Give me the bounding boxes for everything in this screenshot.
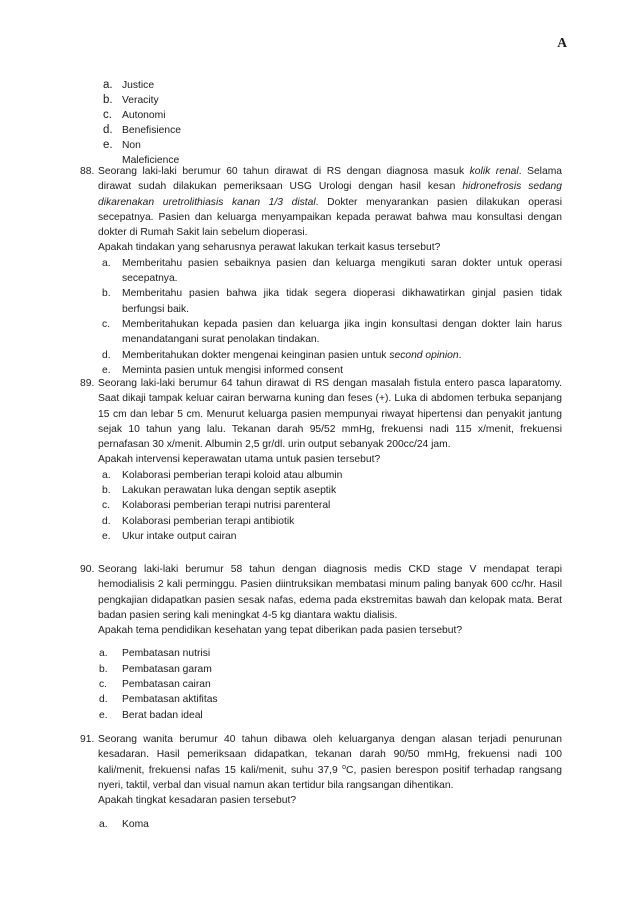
- answer-options: [98, 256, 562, 378]
- option-c: c. Memberitahukan kepada pasien dan keluarga jika ingin konsultasi dengan dokter lain harus menandatangani surat penolakan tindakan.: [102, 318, 562, 346]
- option-c: c. Pembatasan cairan: [99, 679, 211, 691]
- option-b: b. Pembatasan garam: [99, 663, 212, 675]
- option-text: Benefisience: [122, 125, 181, 137]
- option-a: a. Memberitahu pasien sebaiknya pasien dan keluarga mengikuti saran dokter untuk operasi secepatnya.: [102, 257, 562, 285]
- option-letter: e.: [103, 139, 113, 152]
- page-version-label: A: [557, 35, 567, 50]
- option-b: b. Lakukan perawatan luka dengan septik aseptik: [102, 485, 337, 497]
- question-number: 91.: [80, 734, 95, 745]
- question-91: [80, 732, 562, 833]
- option-e: e. Ukur intake output cairan: [102, 530, 237, 542]
- option-d: d. Memberitahukan dokter mengenai keinginan pasien untuk second opinion.: [102, 349, 462, 361]
- question-number: 89.: [80, 378, 95, 389]
- question-stem: Seorang wanita berumur 40 tahun dibawa oleh keluarganya dengan alasan terjadi penurunan kesadaran. Hasil pemeriksaan didapatkan, tekanan darah 90/50 mmHg, frekuensi nadi 100 kali/menit, frekuensi nafas 15 kali/menit, suhu 37,9 $^o$C, pasien berespon positif terhadap rangsang nyeri, taktil, verbal dan visual namun akan tertidur bila rangsangan dihentikan.: [98, 734, 562, 791]
- question-prompt: Apakah tindakan yang seharusnya perawat lakukan terkait kasus tersebut?: [98, 242, 441, 254]
- answer-options: [98, 468, 562, 544]
- option-letter: d.: [103, 124, 113, 137]
- question-89: [80, 376, 562, 544]
- option-a: a. Kolaborasi pemberian terapi koloid atau albumin: [102, 469, 343, 481]
- option-letter: c.: [103, 109, 112, 122]
- option-letter: a.: [103, 79, 113, 91]
- option-d: d. Pembatasan aktifitas: [99, 694, 218, 706]
- option-letter: b.: [103, 94, 113, 107]
- option-text: Veracity: [122, 95, 159, 107]
- question-prompt: Apakah tema pendidikan kesehatan yang tepat diberikan pada pasien tersebut?: [98, 625, 463, 637]
- option-a: a. Koma: [99, 819, 149, 831]
- option-text: Justice: [122, 80, 155, 91]
- question-stem: Seorang laki-laki berumur 58 tahun dengan diagnosis medis CKD stage V mendapat terapi hemodialisis 2 kali perminggu. Pasien diintruksikan membatasi minum paling banyak 600 cc/hr. Hasil pengkajian didapatkan pasien sesak nafas, edema pada ekstremitas bawah dan kelopak mata. Berat badan pasien sering kali meningkat 4-5 kg diantara waktu dialisis.: [98, 564, 562, 621]
- option-a: a. Pembatasan nutrisi: [99, 648, 211, 660]
- answer-options: [98, 817, 562, 832]
- question-prompt: Apakah intervensi keperawatan utama untuk pasien tersebut?: [98, 454, 381, 466]
- answer-options: [98, 646, 562, 722]
- option-d: d. Kolaborasi pemberian terapi antibiotik: [102, 515, 295, 527]
- question-stem: Seorang laki-laki berumur 64 tahun dirawat di RS dengan masalah fistula entero pasca laparatomy. Saat dikaji tampak keluar cairan berwarna kuning dan feses (+). Luka di abdomen terbuka sepanjang 15 cm dan lebar 5 cm. Menurut keluarga pasien mempunyai riwayat hipertensi dan penyakit jantung sejak 10 tahun yang lalu. Tekanan darah 95/52 mmHg, frekuensi nadi 115 x/menit, frekuensi pernafasan 30 x/menit. Albumin 2,5 gr/dl. urin output sebanyak 200cc/24 jam.: [98, 378, 562, 451]
- question-stem: Seorang laki-laki berumur 60 tahun dirawat di RS dengan diagnosa masuk kolik renal. Selama dirawat sudah dilakukan pemeriksaan USG Urologi dengan hasil kesan hidronefrosis sedang dikarenakan uretrolithiasis kanan 1/3 distal. Dokter menyarankan pasien dilakukan operasi secepatnya. Pasien dan keluarga menyampaikan kepada perawat bahwa mau konsultasi dengan dokter di Rumah Sakit lain sebelum dioperasi.: [98, 166, 563, 239]
- question-number: 90.: [80, 564, 95, 575]
- option-c: c. Kolaborasi pemberian terapi nutrisi parenteral: [102, 500, 331, 512]
- option-text: Non Maleficience: [122, 140, 180, 167]
- option-b: b. Memberitahu pasien bahwa jika tidak segera dioperasi dikhawatirkan ginjal pasien tidak berfungsi baik.: [102, 288, 562, 315]
- option-e: e. Berat badan ideal: [99, 709, 203, 721]
- question-88: [80, 164, 562, 378]
- question-90: [80, 562, 562, 723]
- option-e: e. Meminta pasien untuk mengisi informed consent: [102, 364, 343, 376]
- option-text: Autonomi: [122, 110, 166, 122]
- question-number: 88.: [80, 166, 95, 177]
- question-prompt: Apakah tingkat kesadaran pasien tersebut?: [98, 795, 297, 807]
